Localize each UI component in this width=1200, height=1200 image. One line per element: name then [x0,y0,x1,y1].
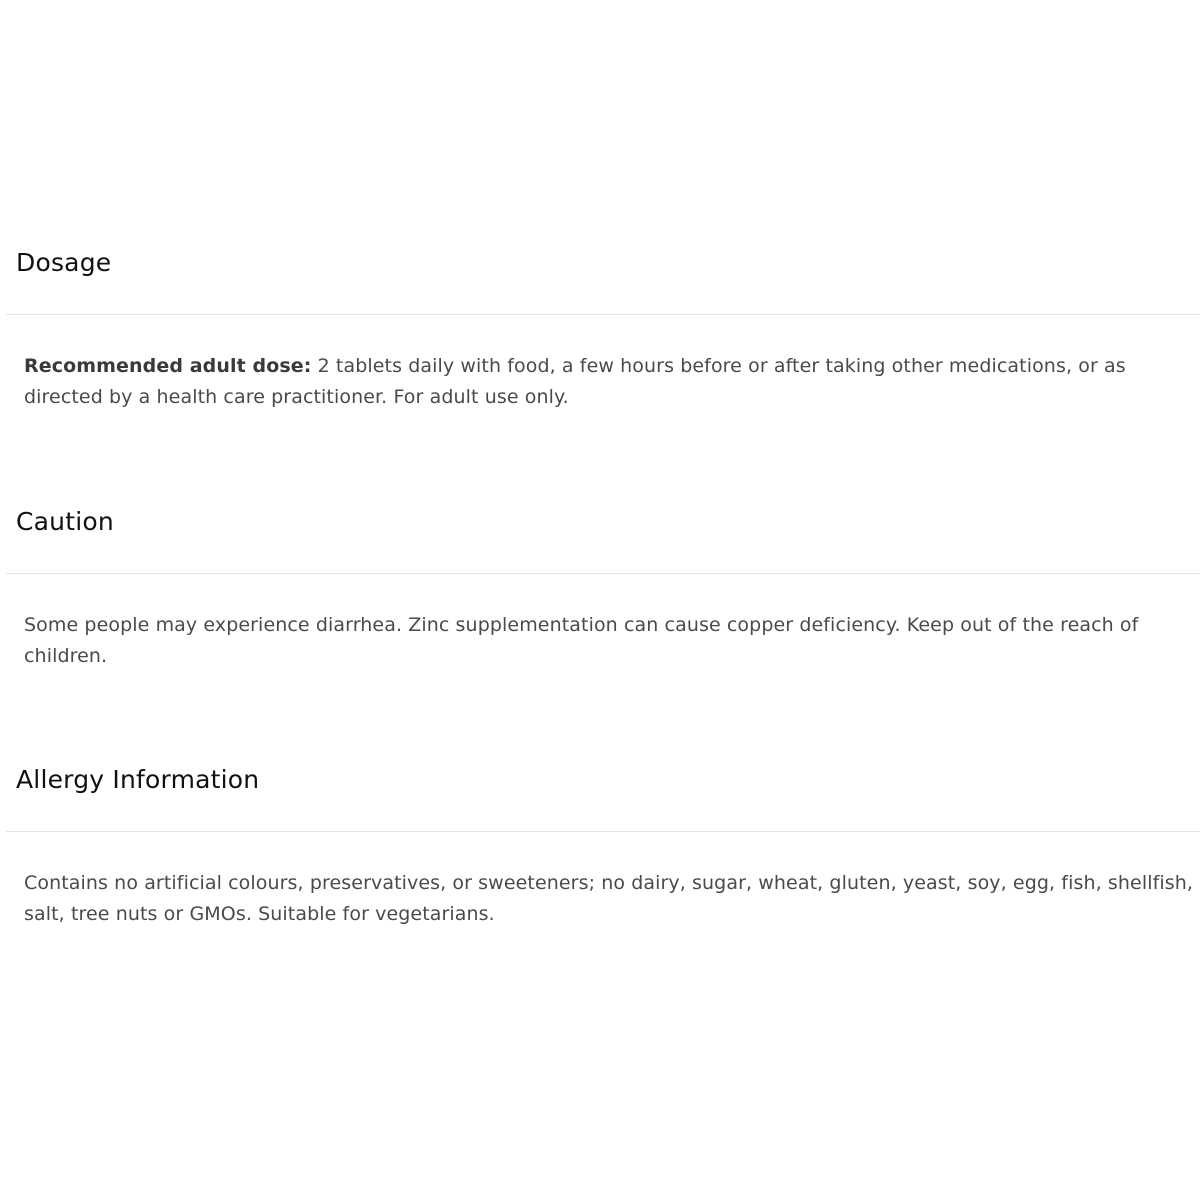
caution-divider [6,573,1200,574]
dosage-title: Dosage [16,248,112,277]
dosage-text [24,351,1194,413]
allergy-text: Contains no artificial colours, preservatives, or sweeteners; no dairy, sugar, wheat, gluten, yeast, soy, egg, fish, shellfish, salt, tree nuts or GMOs. Suitable for vegetarians. [24,872,1194,925]
allergy-divider [6,831,1200,832]
caution-text: Some people may experience diarrhea. Zinc supplementation can cause copper deficiency. Keep out of the reach of children. [24,614,1139,667]
dosage-label: Recommended adult dose: [24,355,312,377]
allergy-title: Allergy Information [16,765,260,794]
dosage-description: 2 tablets daily with food, a few hours before or after taking other medications, or as directed by a health care practitioner. For adult use only. [24,355,1126,408]
dosage-divider [6,314,1200,315]
caution-title: Caution [16,507,114,536]
